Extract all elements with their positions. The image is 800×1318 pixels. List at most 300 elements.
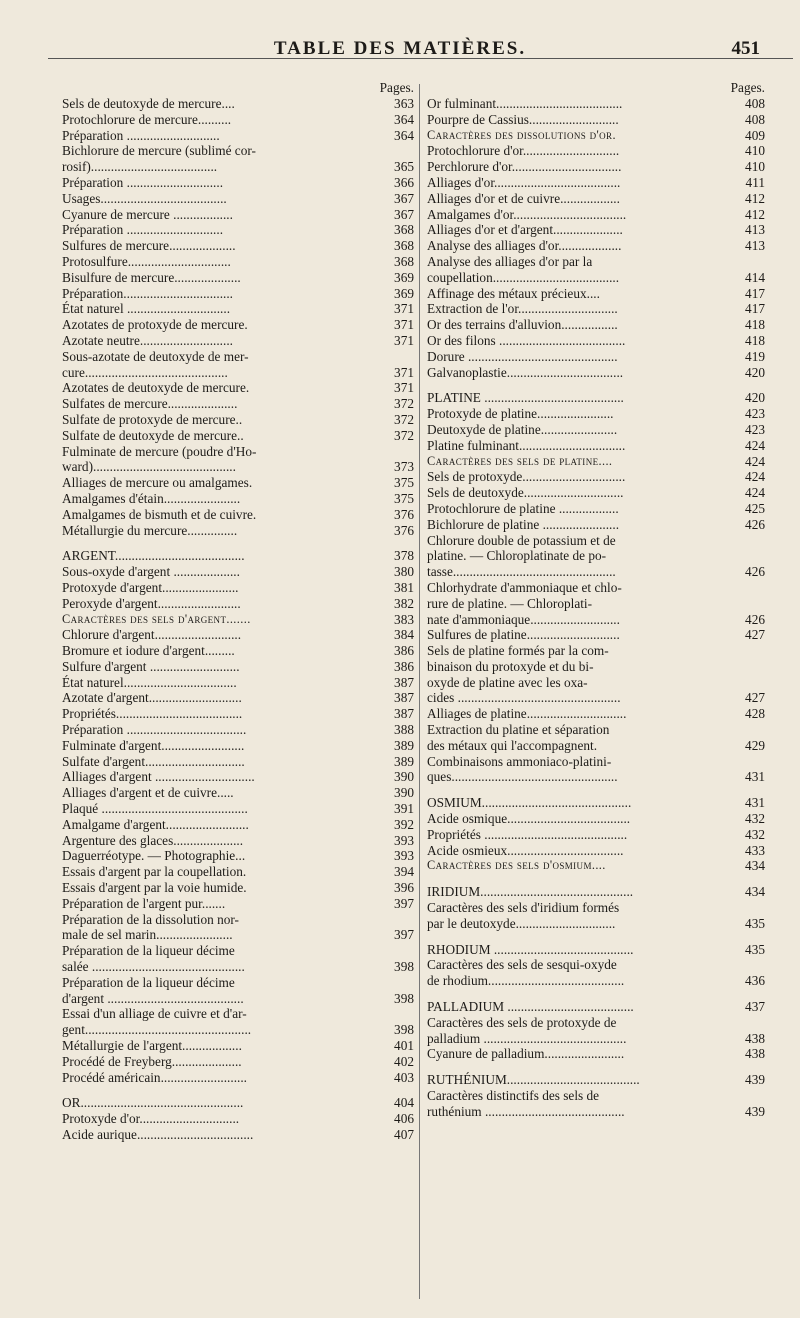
toc-entry: [427, 112, 765, 128]
toc-entry: [427, 485, 765, 501]
toc-entry: [427, 627, 765, 643]
entry-page: 433: [745, 842, 765, 858]
entry-page: 371: [394, 332, 414, 348]
entry-page: 387: [394, 674, 414, 690]
entry-title: Chlorhydrate d'ammoniaque et chlo-: [427, 579, 622, 595]
entry-page: 424: [745, 469, 765, 485]
toc-entry: [62, 1022, 414, 1038]
entry-title: OSMIUM.............................................: [427, 795, 632, 811]
toc-entry: [427, 406, 765, 422]
entry-page: 391: [394, 801, 414, 817]
entry-page: 371: [394, 301, 414, 317]
entry-title: Peroxyde d'argent.........................: [62, 595, 241, 611]
entry-title: Azotates de protoxyde de mercure.: [62, 317, 248, 333]
left-column: [62, 80, 414, 1143]
toc-entry: [427, 973, 765, 989]
entry-page: 429: [745, 737, 765, 753]
toc-entry: [427, 769, 765, 785]
toc-entry: [62, 880, 414, 896]
column-divider: [419, 84, 420, 1299]
toc-entry: [62, 270, 414, 286]
entry-title: Sels de deutoxyde..............................: [427, 485, 624, 501]
entry-page: 371: [394, 317, 414, 333]
toc-entry: [62, 1127, 414, 1143]
entry-title: Préparation de l'argent pur.......: [62, 895, 226, 911]
toc-entry: [427, 596, 765, 612]
entry-title: Sulfate de protoxyde de mercure..: [62, 411, 243, 427]
toc-entry: [62, 475, 414, 491]
entry-title: Essai d'un alliage de cuivre et d'ar-: [62, 1006, 247, 1022]
entry-page: 368: [394, 253, 414, 269]
toc-entry: [427, 254, 765, 270]
toc-entry: [62, 238, 414, 254]
entry-title: Sulfure d'argent ...........................: [62, 658, 240, 674]
entry-title: ques..................................................: [427, 769, 618, 785]
entry-page: 372: [394, 396, 414, 412]
entry-title: Protoxyde d'argent.......................: [62, 579, 239, 595]
entry-page: 409: [745, 127, 765, 143]
entry-page: 363: [394, 96, 414, 111]
toc-entry: [62, 738, 414, 754]
entry-page: 420: [745, 364, 765, 380]
entry-title: Fulminate d'argent.........................: [62, 737, 245, 753]
entry-title: Préparation ....................................: [62, 722, 247, 738]
toc-entry: [62, 864, 414, 880]
toc-entry: [427, 207, 765, 223]
entry-page: 390: [394, 769, 414, 785]
entry-title: Métallurgie de l'argent..................: [62, 1038, 242, 1054]
right-column: [427, 80, 765, 1120]
toc-entry: [62, 1111, 414, 1127]
toc-entry: [427, 643, 765, 659]
toc-entry: [62, 975, 414, 991]
toc-entry: [427, 349, 765, 365]
entry-page: 375: [394, 475, 414, 491]
entry-title: rosif)......................................: [62, 159, 218, 175]
section-heading: [62, 548, 414, 564]
entry-page: 396: [394, 880, 414, 896]
entry-page: 412: [745, 206, 765, 222]
toc-entry: [427, 675, 765, 691]
toc-entry: [427, 143, 765, 159]
entry-page: 364: [394, 127, 414, 143]
toc-entry: [427, 564, 765, 580]
entry-page: 364: [394, 111, 414, 127]
section-heading: [427, 390, 765, 406]
entry-page: 428: [745, 706, 765, 722]
right-entry-list: [427, 96, 765, 1120]
entry-title: Essais d'argent par la coupellation.: [62, 864, 247, 880]
entry-title: Sulfate de deutoxyde de mercure..: [62, 427, 244, 443]
toc-entry: [427, 1031, 765, 1047]
entry-title: Caractères des sels d'argent.......: [62, 611, 251, 626]
entry-title: RHODIUM ..........................................: [427, 941, 634, 957]
entry-title: Bichlorure de mercure (sublimé cor-: [62, 143, 256, 159]
toc-entry: [62, 175, 414, 191]
entry-title: Sels de protoxyde...............................: [427, 469, 626, 485]
section-heading: [427, 795, 765, 811]
pages-label: Pages.: [730, 80, 765, 95]
entry-title: oxyde de platine avec les oxa-: [427, 674, 588, 690]
entry-title: Caractères des sels d'osmium....: [427, 858, 606, 873]
toc-entry: [427, 422, 765, 438]
entry-page: 397: [394, 927, 414, 943]
entry-title: Amalgames de bismuth et de cuivre.: [62, 506, 257, 522]
toc-entry: [62, 301, 414, 317]
entry-page: 437: [745, 999, 765, 1015]
toc-entry: [427, 706, 765, 722]
entry-title: Propriétés ...........................................: [427, 826, 628, 842]
entry-page: 389: [394, 753, 414, 769]
entry-page: 403: [394, 1069, 414, 1085]
entry-page: 372: [394, 411, 414, 427]
toc-entry: [427, 517, 765, 533]
entry-title: Protosulfure...............................: [62, 253, 231, 269]
entry-title: RUTHÉNIUM........................................: [427, 1072, 640, 1088]
toc-entry: [427, 159, 765, 175]
toc-entry: [62, 785, 414, 801]
entry-title: Préparation .............................: [62, 222, 224, 238]
entry-title: Chlorure double de potassium et de: [427, 532, 616, 548]
entry-title: palladium ...........................................: [427, 1030, 627, 1046]
toc-entry: [62, 143, 414, 159]
entry-page: 373: [394, 459, 414, 475]
entry-title: Propriétés......................................: [62, 706, 243, 722]
toc-entry: [62, 659, 414, 675]
entry-title: Alliages d'or et d'argent.....................: [427, 222, 623, 238]
entry-title: Acide aurique...................................: [62, 1127, 254, 1142]
toc-entry: [62, 349, 414, 365]
entry-title: Caractères distinctifs des sels de: [427, 1088, 600, 1104]
entry-title: Alliages d'argent ..............................: [62, 769, 255, 785]
entry-title: Alliages d'or et de cuivre..................: [427, 190, 620, 206]
toc-entry: [62, 564, 414, 580]
entry-title: Amalgames d'or..................................: [427, 206, 627, 222]
entry-title: Acide osmique.....................................: [427, 811, 631, 827]
toc-entry: [62, 959, 414, 975]
toc-entry: [427, 128, 765, 144]
entry-page: 368: [394, 238, 414, 254]
entry-title: cides .................................................: [427, 690, 621, 706]
entry-title: Caractères des dissolutions d'or.: [427, 127, 616, 142]
entry-page: 423: [745, 421, 765, 437]
toc-entry: [427, 659, 765, 675]
entry-title: Préparation.................................: [62, 285, 233, 301]
entry-page: 423: [745, 406, 765, 422]
entry-title: IRIDIUM..............................................: [427, 884, 634, 900]
toc-entry: [62, 191, 414, 207]
toc-entry: [427, 690, 765, 706]
entry-title: ruthénium ..........................................: [427, 1103, 625, 1119]
entry-page: 413: [745, 222, 765, 238]
entry-page: 404: [394, 1095, 414, 1111]
toc-entry: [62, 912, 414, 928]
toc-entry: [427, 827, 765, 843]
toc-entry: [62, 943, 414, 959]
toc-entry: [62, 722, 414, 738]
toc-entry: [62, 428, 414, 444]
entry-title: Caractères des sels d'iridium formés: [427, 900, 620, 916]
toc-entry: [62, 317, 414, 333]
entry-title: Sous-oxyde d'argent ....................: [62, 564, 240, 580]
entry-title: Alliages de mercure ou amalgames.: [62, 475, 253, 491]
section-heading: [427, 884, 765, 900]
entry-page: 387: [394, 690, 414, 706]
toc-entry: [62, 333, 414, 349]
entry-title: Or fulminant......................................: [427, 96, 623, 111]
entry-page: 376: [394, 522, 414, 538]
toc-entry: [427, 957, 765, 973]
entry-title: Sels de deutoxyde de mercure....: [62, 96, 235, 111]
entry-title: Bisulfure de mercure....................: [62, 269, 241, 285]
entry-title: Métallurgie du mercure...............: [62, 522, 238, 538]
entry-page: 384: [394, 627, 414, 643]
entry-title: Perchlorure d'or.................................: [427, 159, 622, 175]
entry-title: des métaux qui l'accompagnent.: [427, 737, 598, 753]
entry-page: 402: [394, 1053, 414, 1069]
entry-page: 432: [745, 811, 765, 827]
toc-entry: [62, 690, 414, 706]
entry-title: Préparation de la liqueur décime: [62, 974, 235, 990]
toc-entry: [427, 754, 765, 770]
entry-title: ward)...........................................: [62, 459, 236, 475]
toc-entry: [62, 817, 414, 833]
section-heading: [427, 1072, 765, 1088]
entry-title: Deutoxyde de platine.......................: [427, 421, 618, 437]
entry-title: Préparation ............................: [62, 127, 220, 143]
entry-title: Caractères des sels de sesqui-oxyde: [427, 957, 617, 973]
toc-entry: [62, 1054, 414, 1070]
entry-title: salée ..............................................: [62, 959, 245, 975]
entry-title: État naturel..................................: [62, 674, 237, 690]
entry-page: 383: [394, 611, 414, 627]
entry-page: 367: [394, 206, 414, 222]
entry-title: Amalgame d'argent.........................: [62, 816, 249, 832]
pages-label: Pages.: [379, 80, 414, 95]
entry-title: Or des filons ......................................: [427, 332, 626, 348]
toc-entry: [62, 1038, 414, 1054]
toc-entry: [427, 286, 765, 302]
toc-entry: [62, 444, 414, 460]
toc-entry: [427, 191, 765, 207]
entry-page: 412: [745, 190, 765, 206]
toc-entry: [62, 1070, 414, 1086]
entry-page: 382: [394, 595, 414, 611]
entry-page: 413: [745, 238, 765, 254]
toc-entry: [62, 627, 414, 643]
toc-entry: [62, 706, 414, 722]
entry-title: d'argent .........................................: [62, 990, 244, 1006]
toc-entry: [427, 1046, 765, 1062]
entry-title: Sulfures de mercure....................: [62, 238, 236, 254]
toc-entry: [427, 365, 765, 381]
entry-page: 435: [745, 941, 765, 957]
entry-title: male de sel marin.......................: [62, 927, 233, 943]
entry-page: 417: [745, 285, 765, 301]
entry-page: 398: [394, 959, 414, 975]
toc-entry: [427, 333, 765, 349]
toc-entry: [62, 96, 414, 112]
entry-title: Essais d'argent par la voie humide.: [62, 880, 247, 896]
entry-page: 401: [394, 1038, 414, 1054]
entry-title: Procédé de Freyberg.....................: [62, 1053, 242, 1069]
entry-page: 369: [394, 269, 414, 285]
entry-title: Alliages d'or......................................: [427, 174, 621, 190]
toc-entry: [427, 454, 765, 470]
entry-page: 427: [745, 627, 765, 643]
toc-entry: [62, 507, 414, 523]
entry-title: tasse.................................................: [427, 564, 616, 580]
toc-entry: [427, 469, 765, 485]
toc-entry: [427, 900, 765, 916]
entry-page: 436: [745, 973, 765, 989]
toc-entry: [427, 548, 765, 564]
toc-entry: [62, 128, 414, 144]
toc-entry: [62, 991, 414, 1007]
entry-title: Préparation .............................: [62, 174, 224, 190]
toc-entry: [62, 769, 414, 785]
entry-page: 431: [745, 795, 765, 811]
entry-page: 375: [394, 490, 414, 506]
entry-page: 424: [745, 485, 765, 501]
entry-page: 378: [394, 548, 414, 564]
entry-title: Préparation de la dissolution nor-: [62, 911, 239, 927]
toc-entry: [62, 675, 414, 691]
toc-entry: [427, 96, 765, 112]
entry-title: Sulfures de platine............................: [427, 627, 620, 643]
entry-page: 410: [745, 159, 765, 175]
entry-page: 397: [394, 895, 414, 911]
entry-title: Analyse des alliages d'or...................: [427, 238, 622, 254]
entry-title: Cyanure de mercure ..................: [62, 206, 233, 222]
entry-page: 434: [745, 858, 765, 874]
toc-entry: [62, 643, 414, 659]
entry-title: platine. — Chloroplatinate de po-: [427, 548, 607, 564]
entry-page: 381: [394, 579, 414, 595]
entry-title: Protoxyde d'or..............................: [62, 1111, 240, 1127]
page-number: 451: [731, 38, 760, 59]
toc-entry: [427, 916, 765, 932]
entry-title: coupellation......................................: [427, 269, 620, 285]
entry-page: 427: [745, 690, 765, 706]
entry-page: 408: [745, 111, 765, 127]
entry-title: rure de platine. — Chloroplati-: [427, 595, 593, 611]
toc-entry: [427, 738, 765, 754]
entry-title: Acide osmieux...................................: [427, 842, 624, 858]
entry-page: 431: [745, 769, 765, 785]
left-entry-list: [62, 96, 414, 1143]
entry-title: État naturel ...............................: [62, 301, 231, 317]
entry-page: 387: [394, 706, 414, 722]
toc-entry: [427, 1088, 765, 1104]
entry-page: 380: [394, 564, 414, 580]
entry-title: PLATINE ..........................................: [427, 390, 624, 406]
toc-entry: [62, 380, 414, 396]
toc-entry: [427, 722, 765, 738]
entry-page: 388: [394, 722, 414, 738]
entry-page: 368: [394, 222, 414, 238]
entry-page: 414: [745, 269, 765, 285]
entry-title: Procédé américain..........................: [62, 1069, 247, 1085]
entry-title: Combinaisons ammoniaco-platini-: [427, 753, 612, 769]
entry-title: Sous-azotate de deutoxyde de mer-: [62, 348, 249, 364]
toc-entry: [62, 801, 414, 817]
entry-title: Protochlorure de platine ..................: [427, 500, 619, 516]
entry-title: de rhodium.........................................: [427, 973, 625, 989]
entry-title: binaison du protoxyde et du bi-: [427, 658, 594, 674]
toc-entry: [62, 491, 414, 507]
entry-page: 365: [394, 159, 414, 175]
entry-page: 411: [745, 174, 765, 190]
entry-page: 432: [745, 826, 765, 842]
toc-entry: [427, 501, 765, 517]
entry-title: Cyanure de palladium........................: [427, 1046, 625, 1062]
entry-title: Azotate d'argent............................: [62, 690, 242, 706]
toc-entry: [427, 580, 765, 596]
entry-title: Plaqué ............................................: [62, 801, 248, 817]
toc-entry: [62, 523, 414, 539]
toc-entry: [427, 1015, 765, 1031]
entry-title: Daguerréotype. — Photographie...: [62, 848, 246, 864]
entry-page: 424: [745, 453, 765, 469]
entry-title: Dorure .............................................: [427, 348, 618, 364]
entry-page: 398: [394, 1022, 414, 1038]
toc-entry: [427, 238, 765, 254]
running-title: TABLE DES MATIÈRES.: [273, 38, 527, 59]
entry-title: Azotate neutre............................: [62, 332, 233, 348]
entry-title: Platine fulminant................................: [427, 437, 626, 453]
toc-entry: [427, 438, 765, 454]
toc-entry: [62, 365, 414, 381]
toc-entry: [62, 254, 414, 270]
entry-title: Préparation de la liqueur décime: [62, 943, 235, 959]
toc-entry: [62, 159, 414, 175]
entry-title: ARGENT.......................................: [62, 548, 245, 564]
entry-page: 376: [394, 506, 414, 522]
toc-entry: [62, 286, 414, 302]
entry-page: 386: [394, 658, 414, 674]
entry-page: 372: [394, 427, 414, 443]
entry-page: 410: [745, 143, 765, 159]
entry-page: 439: [745, 1103, 765, 1119]
section-heading: [427, 942, 765, 958]
entry-page: 393: [394, 832, 414, 848]
toc-entry: [62, 412, 414, 428]
entry-page: 418: [745, 332, 765, 348]
entry-page: 390: [394, 785, 414, 801]
entry-title: Caractères des sels de platine....: [427, 453, 613, 468]
entry-page: 419: [745, 348, 765, 364]
entry-page: 439: [745, 1072, 765, 1088]
entry-title: Protochlorure de mercure..........: [62, 111, 232, 127]
toc-entry: [62, 848, 414, 864]
entry-page: 435: [745, 915, 765, 931]
toc-entry: [62, 112, 414, 128]
entry-title: gent..................................................: [62, 1022, 252, 1038]
entry-title: Fulminate de mercure (poudre d'Ho-: [62, 443, 257, 459]
toc-entry: [427, 175, 765, 191]
entry-page: 408: [745, 96, 765, 111]
entry-title: Affinage des métaux précieux....: [427, 285, 600, 301]
entry-title: Sels de platine formés par la com-: [427, 643, 609, 659]
entry-title: Alliages de platine..............................: [427, 706, 627, 722]
toc-entry: [62, 596, 414, 612]
toc-entry: [62, 754, 414, 770]
toc-entry: [62, 207, 414, 223]
entry-page: 425: [745, 500, 765, 516]
toc-entry: [62, 1006, 414, 1022]
entry-page: 420: [745, 390, 765, 406]
